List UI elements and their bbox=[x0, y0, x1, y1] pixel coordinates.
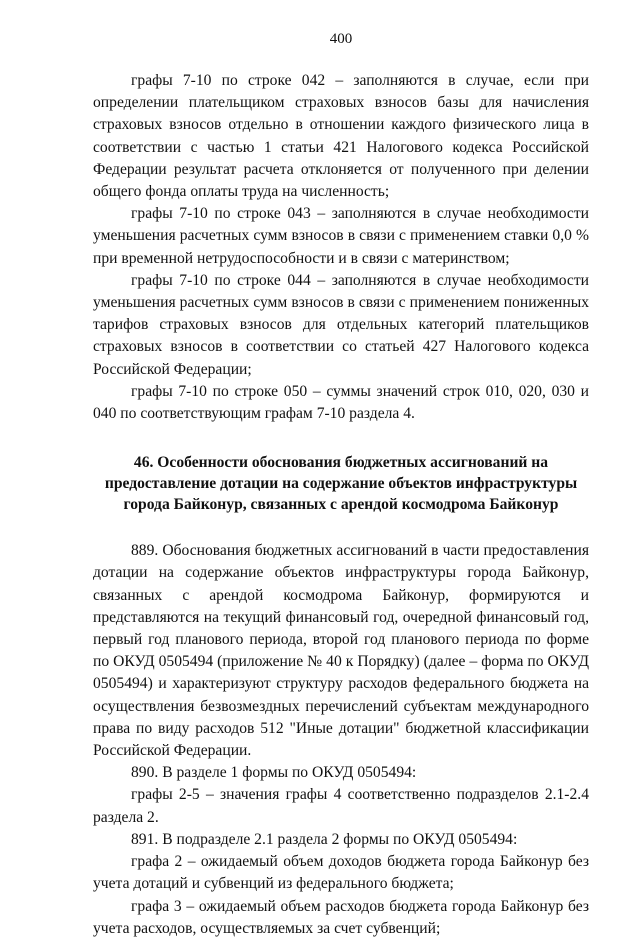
paragraph-columns-050: графы 7-10 по строке 050 – суммы значений строк 010, 020, 030 и 040 по соответствующим графам 7-10 раздела 4. bbox=[93, 382, 589, 423]
paragraph-891-column-3: графа 3 – ожидаемый объем расходов бюджета города Байконур без учета расходов, осуществляемых за счет субвенций; bbox=[93, 897, 589, 937]
paragraph-890: 890. В разделе 1 формы по ОКУД 0505494: bbox=[131, 764, 417, 782]
paragraph-889: 889. Обоснования бюджетных ассигнований в части предоставления дотации на содержание объектов инфраструктуры города Байконур, связанных с арендой космодрома Байконур, формируются и представляются на текущий финансовый год, очередной финансовый год, первый год планового периода, второй год планового периода по форме по ОКУД 0505494 (приложение № 40 к Порядку) (далее – форма по ОКУД 0505494) и характеризуют структуру расходов федерального бюджета на осуществления безвозмездных перечислений субъектам международного права по виду расходов 512 "Иные дотации" бюджетной классификации Российской Федерации. bbox=[93, 542, 589, 760]
paragraph-columns-043: графы 7-10 по строке 043 – заполняются в случае необходимости уменьшения расчетных сумм взносов в связи с применением ставки 0,0 % при временной нетрудоспособности и в связи с материнством; bbox=[93, 205, 589, 267]
document-page bbox=[93, 30, 589, 940]
paragraph-columns-042: графы 7-10 по строке 042 – заполняются в случае, если при определении плательщиком страховых взносов базы для начисления страховых взносов отдельно в отношении каждого физического лица в соответствии с частью 1 статьи 421 Налогового кодекса Российской Федерации результат расчета отклоняется от полученного при делении общего фонда оплаты труда на численность; bbox=[93, 72, 589, 201]
paragraph-891: 891. В подразделе 2.1 раздела 2 формы по ОКУД 0505494: bbox=[131, 830, 518, 848]
paragraph-891-column-2: графа 2 – ожидаемый объем доходов бюджета города Байконур без учета дотаций и субвенций из федерального бюджета; bbox=[93, 853, 589, 893]
page-number: 400 bbox=[329, 31, 353, 47]
section-heading: 46. Особенности обоснования бюджетных ассигнований на предоставление дотации на содержание объектов инфраструктуры города Байконур, связанных с арендой космодрома Байконур bbox=[104, 454, 578, 514]
paragraph-890-columns: графы 2-5 – значения графы 4 соответственно подразделов 2.1-2.4 раздела 2. bbox=[93, 786, 589, 826]
paragraph-columns-044: графы 7-10 по строке 044 – заполняются в случае необходимости уменьшения расчетных сумм взносов в связи с применением пониженных тарифов страховых взносов для отдельных категорий плательщиков страховых взносов в соответствии со статьей 427 Налогового кодекса Российской Федерации; bbox=[93, 271, 589, 378]
